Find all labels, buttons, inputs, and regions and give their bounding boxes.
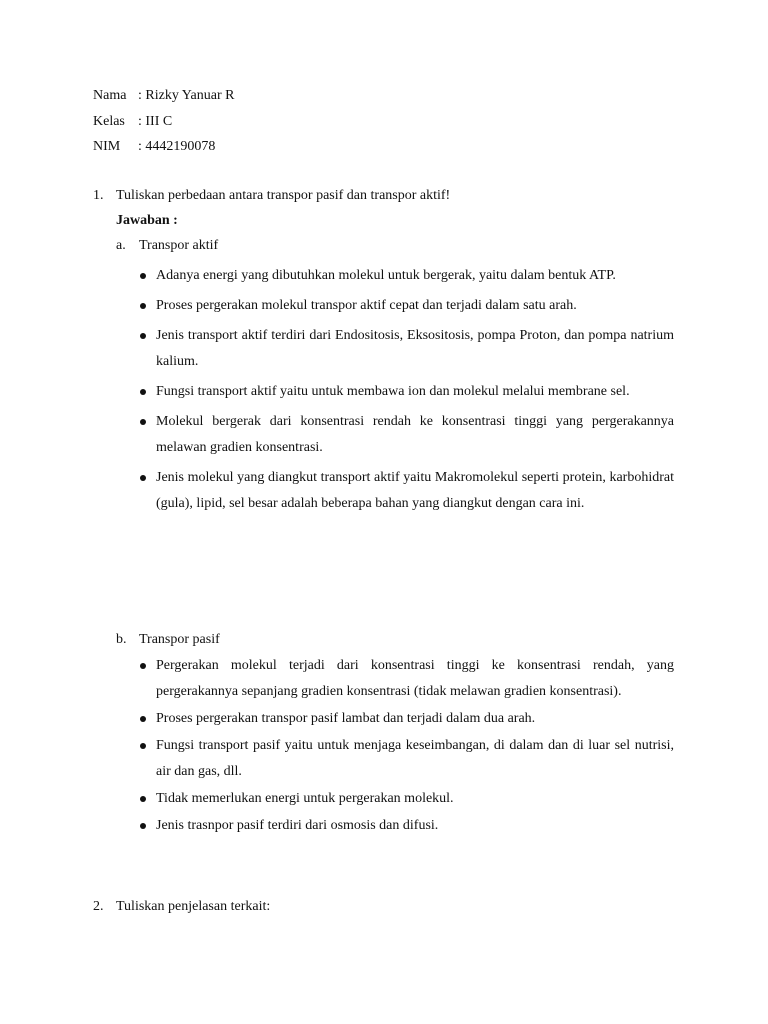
student-identity bbox=[93, 86, 234, 163]
list-item-text: Proses pergerakan molekul transpor aktif cepat dan terjadi dalam satu arah. bbox=[156, 298, 577, 313]
active-transport-list bbox=[138, 263, 674, 521]
list-item bbox=[138, 409, 674, 461]
question-text: Tuliskan perbedaan antara transpor pasif dan transpor aktif! bbox=[116, 188, 451, 203]
list-item-text: Jenis trasnpor pasif terdiri dari osmosis dan difusi. bbox=[156, 818, 439, 833]
list-item-text: Adanya energi yang dibutuhkan molekul untuk bergerak, yaitu dalam bentuk ATP. bbox=[156, 268, 616, 283]
list-item bbox=[138, 786, 674, 812]
identity-value: : 4442190078 bbox=[138, 139, 216, 154]
list-item bbox=[138, 733, 674, 785]
bullet-icon bbox=[138, 653, 156, 679]
list-item bbox=[138, 465, 674, 517]
bullet-icon bbox=[138, 323, 156, 349]
list-item bbox=[138, 379, 674, 405]
section-letter: a. bbox=[116, 238, 126, 253]
question-text: Tuliskan penjelasan terkait: bbox=[116, 899, 271, 914]
question-number: 2. bbox=[93, 899, 104, 914]
list-item-text: Jenis molekul yang diangkut transport aktif yaitu Makromolekul seperti protein, karbohidrat (gula), lipid, sel besar adalah beberapa bahan yang diangkut dengan cara ini. bbox=[156, 470, 674, 511]
list-item bbox=[138, 706, 674, 732]
list-item bbox=[138, 653, 674, 705]
question-1 bbox=[93, 186, 683, 206]
bullet-icon bbox=[138, 706, 156, 732]
list-item bbox=[138, 263, 674, 289]
list-item-text: Tidak memerlukan energi untuk pergerakan molekul. bbox=[156, 791, 454, 806]
list-item-text: Proses pergerakan transpor pasif lambat dan terjadi dalam dua arah. bbox=[156, 711, 536, 726]
list-item-text: Fungsi transport aktif yaitu untuk membawa ion dan molekul melalui membrane sel. bbox=[156, 384, 630, 399]
list-item-text: Fungsi transport pasif yaitu untuk menjaga keseimbangan, di dalam dan di luar sel nutrisi, air dan gas, dll. bbox=[156, 738, 674, 779]
section-title: Transpor aktif bbox=[139, 238, 219, 253]
question-2 bbox=[93, 897, 683, 917]
identity-row-name bbox=[93, 86, 234, 112]
identity-label: NIM bbox=[93, 139, 121, 154]
passive-transport-list bbox=[138, 653, 674, 840]
bullet-icon bbox=[138, 263, 156, 289]
section-b-heading bbox=[116, 630, 220, 650]
answer-label: Jawaban : bbox=[116, 213, 178, 228]
section-a-heading bbox=[116, 236, 218, 256]
identity-label: Kelas bbox=[93, 113, 125, 129]
section-title: Transpor pasif bbox=[139, 632, 220, 647]
section-letter: b. bbox=[116, 632, 127, 647]
list-item-text: Pergerakan molekul terjadi dari konsentrasi tinggi ke konsentrasi rendah, yang pergerakannya sepanjang gradien konsentrasi (tidak melawan gradien konsentrasi). bbox=[156, 658, 674, 699]
bullet-icon bbox=[138, 465, 156, 491]
identity-row-class bbox=[93, 112, 234, 138]
identity-row-nim bbox=[93, 137, 234, 163]
list-item bbox=[138, 293, 674, 319]
list-item-text: Jenis transport aktif terdiri dari Endositosis, Eksositosis, pompa Proton, dan pompa natrium kalium. bbox=[156, 328, 674, 369]
identity-value: : III C bbox=[138, 113, 173, 129]
list-item bbox=[138, 813, 674, 839]
identity-value: : Rizky Yanuar R bbox=[138, 88, 235, 103]
bullet-icon bbox=[138, 786, 156, 812]
list-item bbox=[138, 323, 674, 375]
bullet-icon bbox=[138, 733, 156, 759]
bullet-icon bbox=[138, 379, 156, 405]
bullet-icon bbox=[138, 813, 156, 839]
bullet-icon bbox=[138, 409, 156, 435]
bullet-icon bbox=[138, 293, 156, 319]
question-number: 1. bbox=[93, 188, 104, 203]
identity-label: Nama bbox=[93, 88, 127, 103]
list-item-text: Molekul bergerak dari konsentrasi rendah ke konsentrasi tinggi yang pergerakannya melawan gradien konsentrasi. bbox=[156, 414, 674, 455]
